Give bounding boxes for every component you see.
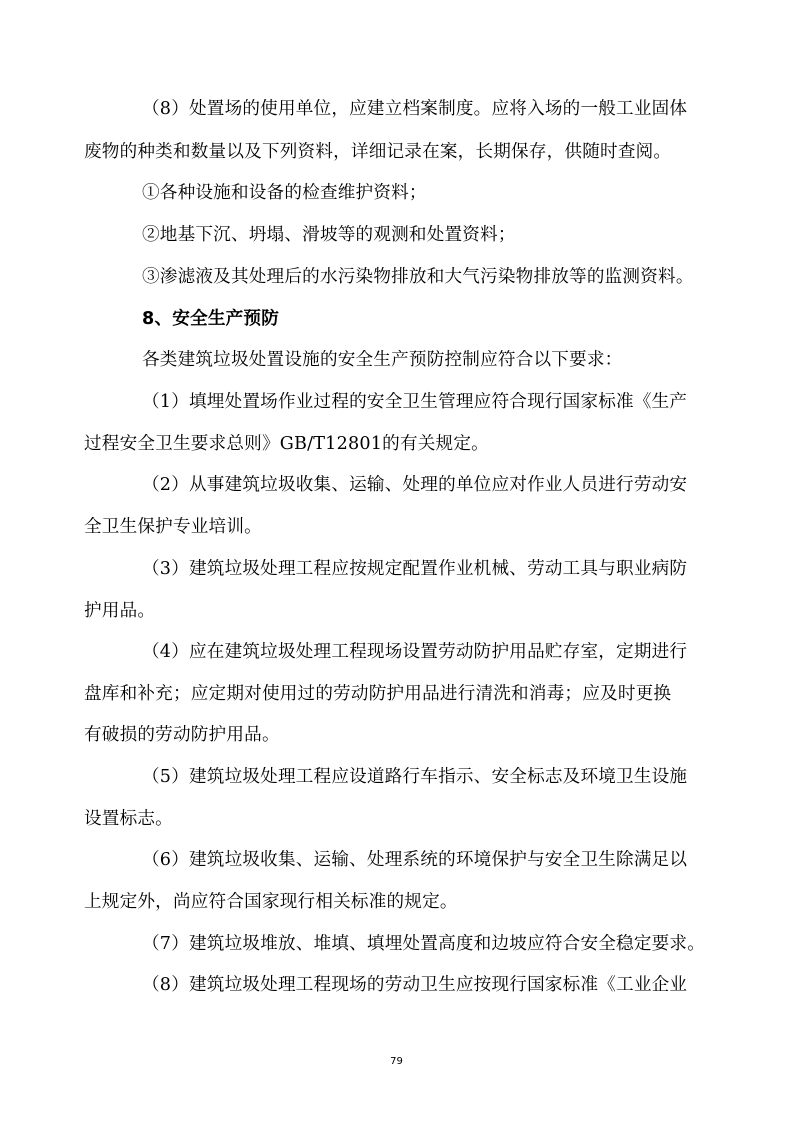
text-line: （8）建筑垃圾处理工程现场的劳动卫生应按现行国家标准《工业企业: [142, 975, 688, 995]
text-line: 废物的种类和数量以及下列资料，详细记录在案，长期保存，供随时查阅。: [84, 142, 672, 162]
text-line: 全卫生保护专业培训。: [84, 517, 262, 537]
text-line: 设置标志。: [84, 809, 173, 829]
page-number: 79: [390, 1056, 403, 1067]
text-line: （3）建筑垃圾处理工程应按规定配置作业机械、劳动工具与职业病防: [142, 559, 688, 579]
text-line: （6）建筑垃圾收集、运输、处理系统的环境保护与安全卫生除满足以: [142, 850, 688, 870]
text-line: （4）应在建筑垃圾处理工程现场设置劳动防护用品贮存室，定期进行: [142, 642, 688, 662]
text-line: （7）建筑垃圾堆放、堆填、填埋处置高度和边坡应符合安全稳定要求。: [142, 934, 706, 954]
text-line: （2）从事建筑垃圾收集、运输、处理的单位应对作业人员进行劳动安: [142, 475, 688, 495]
text-line: （1）填埋处置场作业过程的安全卫生管理应符合现行国家标准《生产: [142, 392, 688, 412]
text-line: 各类建筑垃圾处置设施的安全生产预防控制应符合以下要求：: [142, 350, 623, 370]
text-line: 盘库和补充；应定期对使用过的劳动防护用品进行清洗和消毒；应及时更换: [84, 684, 672, 704]
list-item: ③渗滤液及其处理后的水污染物排放和大气污染物排放等的监测资料。: [142, 267, 694, 287]
text-line: 有破损的劳动防护用品。: [84, 725, 280, 745]
list-item: ②地基下沉、坍塌、滑坡等的观测和处置资料；: [142, 225, 516, 245]
text-line: （5）建筑垃圾处理工程应设道路行车指示、安全标志及环境卫生设施: [142, 767, 688, 787]
list-item: ①各种设施和设备的检查维护资料；: [142, 183, 427, 203]
text-line: 过程安全卫生要求总则》GB/T12801的有关规定。: [84, 434, 489, 454]
text-line: 上规定外，尚应符合国家现行相关标准的规定。: [84, 892, 458, 912]
text-line: （8）处置场的使用单位，应建立档案制度。应将入场的一般工业固体: [142, 99, 688, 119]
section-heading: 8、安全生产预防: [142, 309, 279, 329]
text-line: 护用品。: [84, 601, 156, 621]
